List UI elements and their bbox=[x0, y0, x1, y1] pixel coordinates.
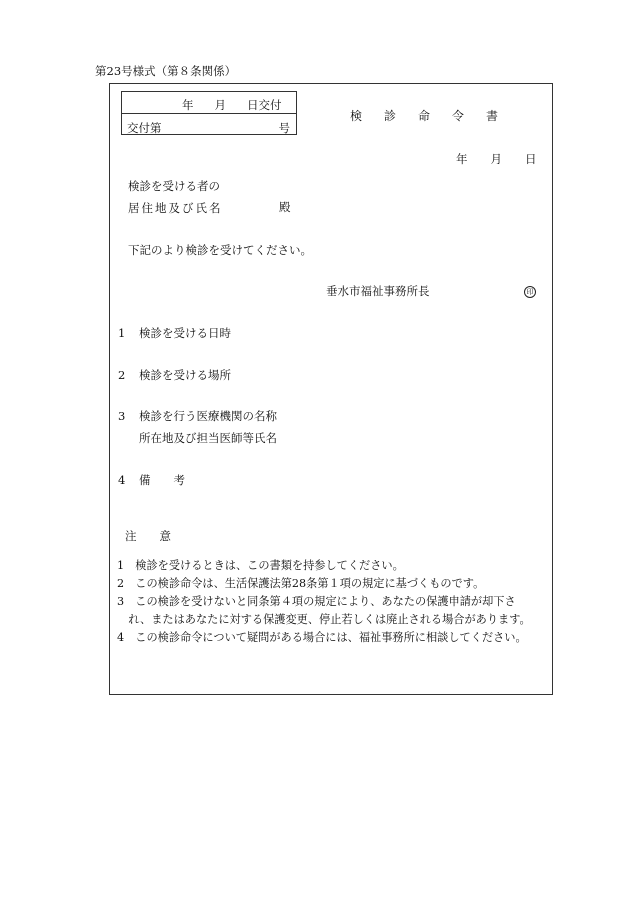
note-line: 3 この検診を受けないと同条第４項の規定により、あなたの保護申請が却下さ bbox=[117, 595, 516, 608]
date-month: 月 bbox=[490, 152, 502, 166]
issuer-name: 垂水市福祉事務所長 bbox=[326, 284, 430, 298]
recipient-line1: 検診を受ける者の bbox=[128, 179, 220, 193]
item-text: 検診を行う医療機関の名称 bbox=[139, 409, 277, 423]
date-year: 年 bbox=[456, 152, 468, 166]
note-line: 2 この検診命令は、生活保護法第28条第１項の規定に基づくものです。 bbox=[117, 577, 485, 590]
note-line: れ、またはあなたに対する保護変更、停止若しくは廃止される場合があります。 bbox=[117, 613, 531, 626]
issue-box-divider bbox=[122, 113, 296, 114]
item-text: 検診を受ける場所 bbox=[139, 368, 231, 382]
title-char: 書 bbox=[486, 109, 499, 123]
note-line: 1 検診を受けるときは、この書類を持参してください。 bbox=[117, 559, 404, 572]
title-char: 命 bbox=[418, 109, 431, 123]
title-char: 令 bbox=[452, 109, 465, 123]
item-number: 1 bbox=[118, 326, 126, 340]
item-number: 4 bbox=[118, 473, 126, 487]
issue-day-label: 日交付 bbox=[247, 98, 282, 112]
item-subtext: 所在地及び担当医師等氏名 bbox=[139, 431, 277, 445]
request-text: 下記のより検診を受けてください。 bbox=[128, 243, 312, 257]
issue-number-suffix: 号 bbox=[278, 121, 290, 135]
title-char: 検 bbox=[350, 109, 363, 123]
note-line: 4 この検診命令について疑問がある場合には、福祉事務所に相談してください。 bbox=[117, 631, 527, 644]
date-day: 日 bbox=[525, 152, 537, 166]
recipient-line2: 居住地及び氏名 bbox=[128, 201, 223, 215]
title-char: 診 bbox=[384, 109, 397, 123]
notes-heading: 注 意 bbox=[125, 529, 171, 543]
form-number-label: 第23号様式（第８条関係） bbox=[95, 64, 237, 78]
issue-date-row bbox=[182, 97, 282, 113]
issue-number-prefix: 交付第 bbox=[127, 121, 162, 135]
issue-month-label: 月 bbox=[214, 98, 226, 112]
item-number: 2 bbox=[118, 368, 126, 382]
recipient-honorific: 殿 bbox=[279, 200, 291, 214]
seal-mark: 印 bbox=[524, 286, 536, 298]
item-text: 検診を受ける日時 bbox=[139, 326, 231, 340]
issue-year-label: 年 bbox=[182, 98, 194, 112]
document-title bbox=[350, 110, 520, 122]
item-number: 3 bbox=[118, 409, 126, 423]
item-text: 備 考 bbox=[139, 473, 185, 487]
date-line bbox=[456, 154, 537, 166]
issue-info-box bbox=[121, 91, 297, 135]
